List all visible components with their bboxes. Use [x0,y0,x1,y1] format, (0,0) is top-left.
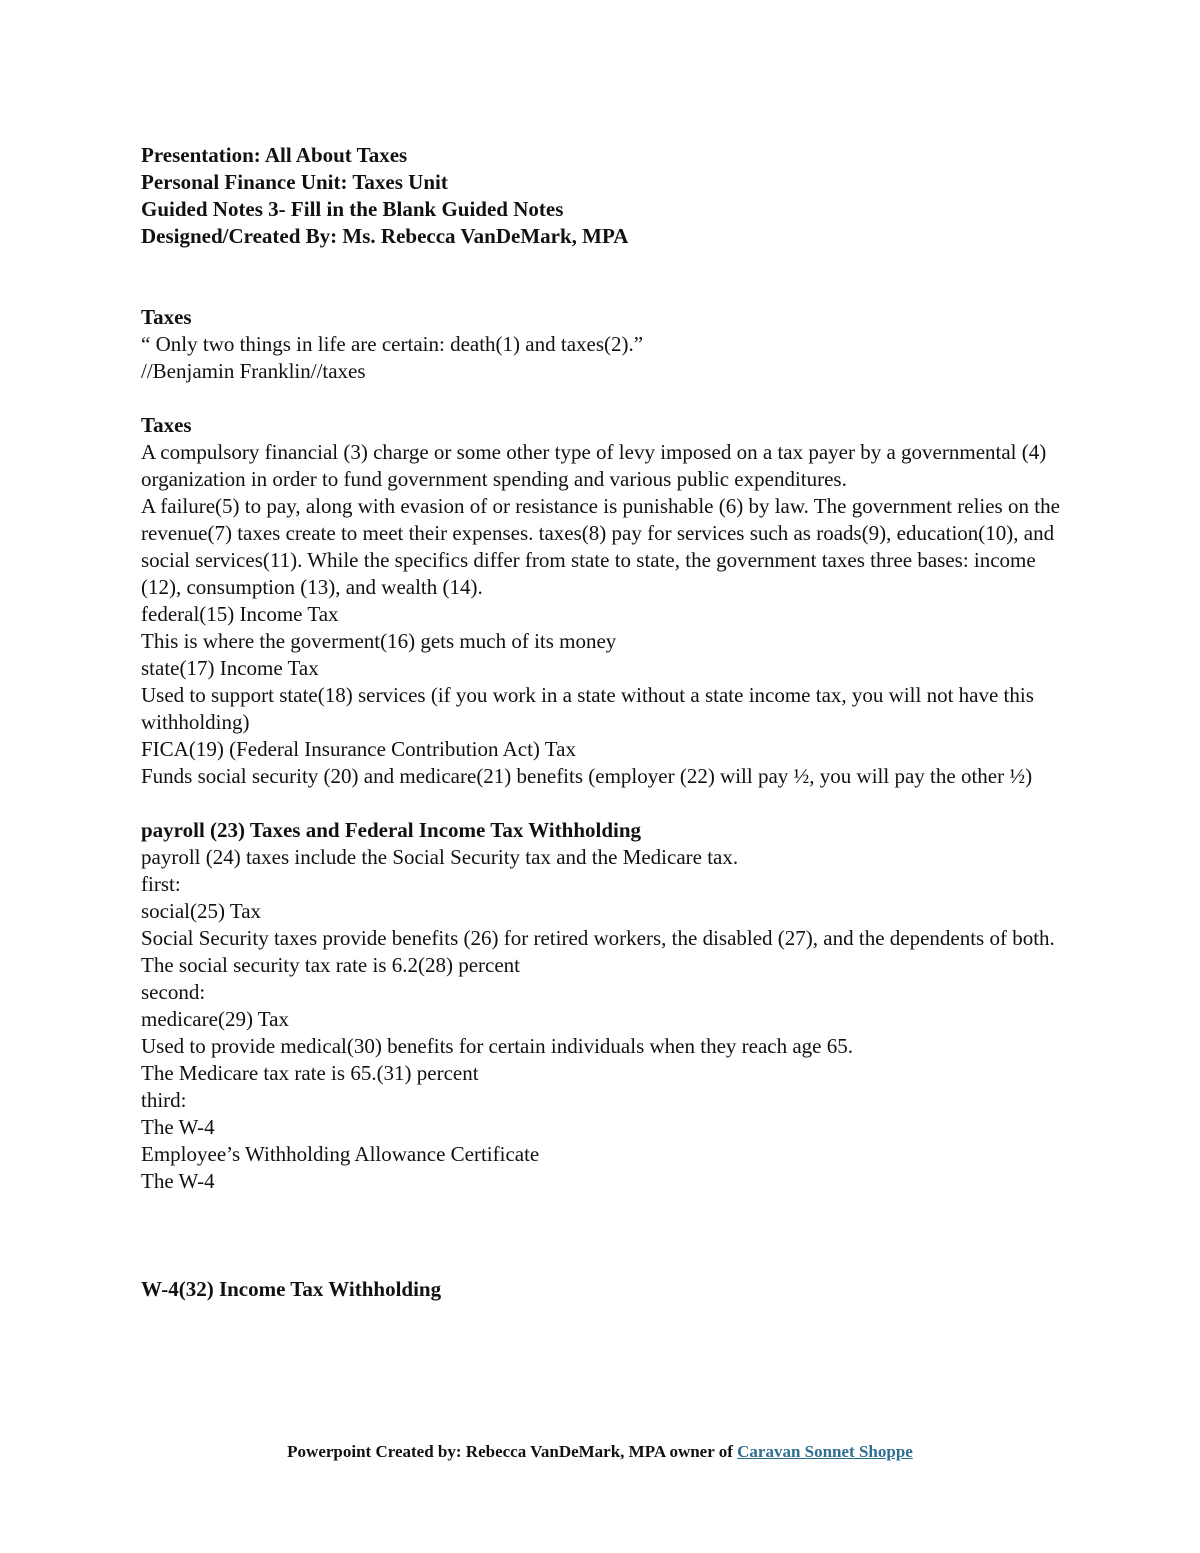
author-line: Designed/Created By: Ms. Rebecca VanDeMark, MPA [141,224,629,248]
social-tax-heading: social(25) Tax [141,899,262,923]
medicare-text: Used to provide medical(30) benefits for certain individuals when they reach age 65. [141,1034,854,1058]
shop-link[interactable]: Caravan Sonnet Shoppe [737,1442,913,1461]
fica-heading: FICA(19) (Federal Insurance Contribution Act) Tax [141,737,576,761]
notes-title: Guided Notes 3- Fill in the Blank Guided Notes [141,197,564,221]
medicare-tax-heading: medicare(29) Tax [141,1007,289,1031]
definition-paragraph: A compulsory financial (3) charge or some other type of levy imposed on a tax payer by a governmental (4) organization in order to fund government spending and various public expenditures. [141,440,1047,491]
list-label: first: [141,872,181,896]
section-taxes-quote [141,304,1071,385]
state-income-tax-heading: state(17) Income Tax [141,656,319,680]
section-taxes-definition [141,412,1071,790]
franklin-quote: “ Only two things in life are certain: death(1) and taxes(2).” [141,332,644,356]
w4-heading: The W-4 [141,1115,215,1139]
spacer [141,250,1071,304]
medicare-rate: The Medicare tax rate is 65.(31) percent [141,1061,479,1085]
social-security-text: Social Security taxes provide benefits (26) for retired workers, the disabled (27), and the dependents of both. [141,926,1055,950]
spacer [141,385,1071,412]
federal-income-tax-heading: federal(15) Income Tax [141,602,339,626]
payroll-text: payroll (24) taxes include the Social Security tax and the Medicare tax. [141,845,739,869]
unit-title: Personal Finance Unit: Taxes Unit [141,170,448,194]
failure-paragraph: A failure(5) to pay, along with evasion of or resistance is punishable (6) by law. The government relies on the revenue(7) taxes create to meet their expenses. taxes(8) pay for services such as roads(9), education(10), and social services(11). While the specifics differ from state to state, the government taxes three bases: income (12), consumption (13), and wealth (14). [141,494,1060,599]
federal-income-tax-text: This is where the goverment(16) gets much of its money [141,629,617,653]
section-heading: Taxes [141,413,192,437]
spacer [141,790,1071,817]
section-heading: W-4(32) Income Tax Withholding [141,1277,442,1301]
footer-text: Powerpoint Created by: Rebecca VanDeMark, MPA owner of [287,1442,738,1461]
section-w4 [141,1276,1071,1303]
section-heading: Taxes [141,305,192,329]
list-label: third: [141,1088,187,1112]
w4-subtitle: Employee’s Withholding Allowance Certificate [141,1142,540,1166]
list-label: second: [141,980,206,1004]
state-income-tax-text: Used to support state(18) services (if you work in a state without a state income tax, you will not have this withholding) [141,683,1034,734]
social-security-rate: The social security tax rate is 6.2(28) percent [141,953,521,977]
section-payroll [141,817,1071,1195]
document-body [141,142,1071,1303]
header-block [141,142,1071,250]
quote-attribution: //Benjamin Franklin//taxes [141,359,366,383]
fica-text: Funds social security (20) and medicare(21) benefits (employer (22) will pay ½, you will pay the other ½) [141,764,1033,788]
spacer [141,1195,1071,1276]
page-footer [0,1440,1200,1464]
section-heading: payroll (23) Taxes and Federal Income Tax Withholding [141,818,642,842]
w4-heading-repeat: The W-4 [141,1169,215,1193]
presentation-title: Presentation: All About Taxes [141,143,408,167]
